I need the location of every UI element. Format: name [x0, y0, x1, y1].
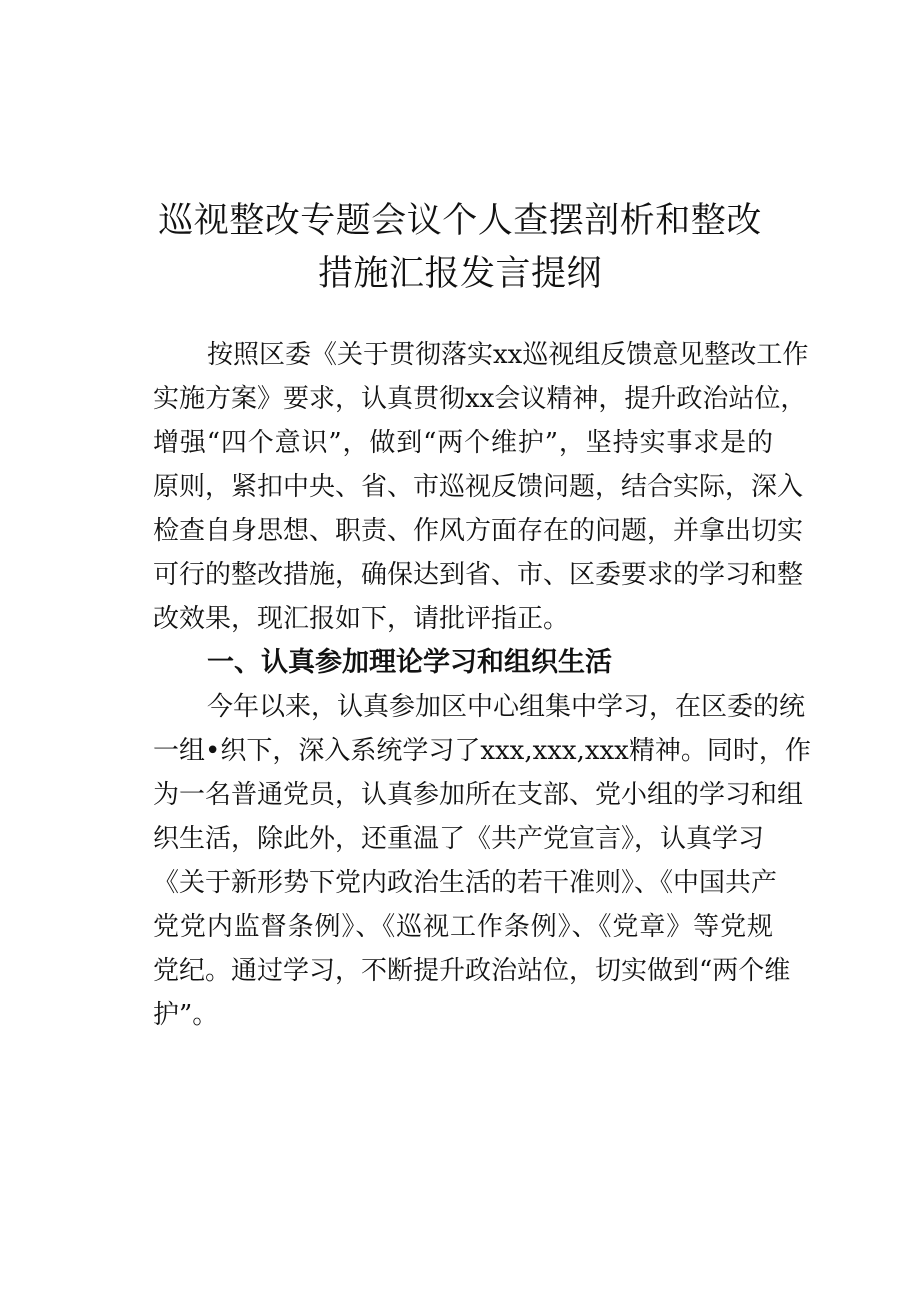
paragraph-2-line-6: 党党内监督条例》、《巡视工作条例》、《党章》等党规 — [153, 912, 773, 942]
paragraph-2-line-8: 护”。 — [153, 1000, 219, 1030]
document-title-line-2: 措施汇报发言提纲 — [317, 254, 602, 294]
paragraph-2-line-5: 《关于新形势下党内政治生活的若干准则》、《中国共产 — [153, 868, 778, 898]
paragraph-2-line-2: 一组•织下，深入系统学习了xxx,xxx,xxx精神。同时，作 — [153, 736, 811, 766]
paragraph-1-line-3: 增强“四个意识”，做到“两个维护”，坚持实事求是的 — [153, 428, 773, 458]
document-title-line-1: 巡视整改专题会议个人查摆剖析和整改 — [158, 201, 762, 241]
paragraph-2-line-1: 今年以来，认真参加区中心组集中学习，在区委的统 — [207, 692, 806, 722]
section-1-heading: 一、认真参加理论学习和组织生活 — [207, 647, 612, 678]
paragraph-1-line-1: 按照区委《关于贯彻落实xx巡视组反馈意见整改工作 — [207, 340, 809, 370]
paragraph-2-line-7: 党纪。通过学习，不断提升政治站位，切实做到“两个维 — [153, 956, 791, 986]
paragraph-1-line-2: 实施方案》要求，认真贯彻xx会议精神，提升政治站位， — [153, 384, 807, 414]
paragraph-2-line-4: 织生活，除此外，还重温了《共产党宣言》，认真学习 — [153, 824, 765, 854]
paragraph-2-line-3: 为一名普通党员，认真参加所在支部、党小组的学习和组 — [153, 780, 804, 810]
paragraph-1-line-5: 检查自身思想、职责、作风方面存在的问题，并拿出切实 — [153, 516, 804, 546]
paragraph-1-line-6: 可行的整改措施，确保达到省、市、区委要求的学习和整 — [153, 560, 804, 590]
paragraph-1-line-7: 改效果，现汇报如下，请批评指正。 — [153, 604, 570, 634]
paragraph-1-line-4: 原则，紧扣中央、省、市巡视反馈问题，结合实际，深入 — [153, 472, 804, 502]
